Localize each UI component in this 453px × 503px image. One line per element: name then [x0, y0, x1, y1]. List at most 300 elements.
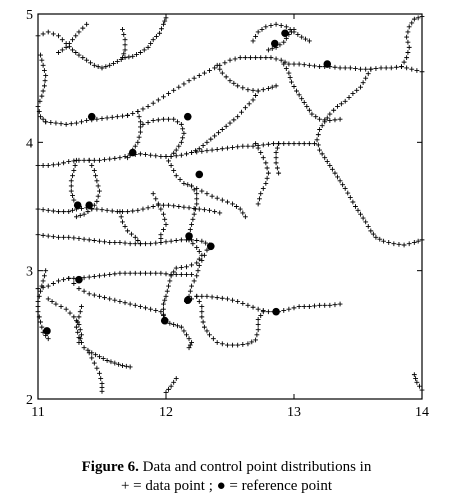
caption-title-line: [0, 458, 453, 477]
data-point-marker: [240, 211, 245, 216]
data-point-marker: [322, 303, 327, 308]
data-point-marker: [263, 160, 268, 165]
data-point-marker: [41, 63, 46, 68]
data-point-marker: [71, 168, 76, 173]
data-point-marker: [146, 205, 151, 210]
data-point-marker: [180, 135, 185, 140]
data-point-marker: [66, 235, 71, 240]
data-point-marker: [338, 178, 343, 183]
data-point-marker: [84, 22, 89, 27]
data-point-marker: [97, 273, 102, 278]
data-point-marker: [110, 115, 115, 120]
data-point-marker: [409, 21, 414, 26]
data-point-marker: [199, 314, 204, 319]
data-point-marker: [188, 289, 193, 294]
data-point-marker: [217, 211, 222, 216]
caption-legend-line: + = data point ; ● = reference point: [120, 478, 333, 494]
data-point-marker: [125, 228, 130, 233]
data-point-marker: [205, 294, 210, 299]
data-point-marker: [88, 60, 93, 65]
data-point-marker: [118, 155, 123, 160]
data-point-marker: [66, 159, 71, 164]
data-point-marker: [182, 205, 187, 210]
data-point-marker: [89, 356, 94, 361]
data-point-marker: [192, 76, 197, 81]
data-point-marker: [92, 293, 97, 298]
data-point-marker: [197, 249, 202, 254]
data-point-marker: [199, 309, 204, 314]
caption-title: Data and control point distributions in: [138, 459, 372, 475]
data-point-marker: [220, 198, 225, 203]
figure-caption: [0, 458, 453, 496]
data-point-marker: [175, 119, 180, 124]
data-point-marker: [197, 263, 202, 268]
reference-point-marker: [195, 171, 203, 179]
data-point-marker: [197, 73, 202, 78]
data-point-marker: [317, 127, 322, 132]
data-point-marker: [51, 209, 56, 214]
data-point-marker: [161, 227, 166, 232]
data-point-marker: [164, 239, 169, 244]
data-point-marker: [59, 121, 64, 126]
data-point-marker: [123, 241, 128, 246]
data-point-marker: [216, 130, 221, 135]
data-point-marker: [107, 240, 112, 245]
data-point-marker: [166, 203, 171, 208]
data-point-marker: [97, 239, 102, 244]
data-point-marker: [125, 209, 130, 214]
data-point-marker: [70, 193, 75, 198]
data-point-marker: [167, 279, 172, 284]
data-point-marker: [210, 148, 215, 153]
data-point-marker: [190, 217, 195, 222]
data-point-marker: [348, 66, 353, 71]
data-point-marker: [77, 286, 82, 291]
data-point-marker: [274, 155, 279, 160]
data-point-marker: [386, 240, 391, 245]
data-point-marker: [315, 137, 320, 142]
data-point-marker: [118, 240, 123, 245]
data-point-marker: [96, 184, 101, 189]
data-point-marker: [51, 281, 56, 286]
data-point-marker: [89, 163, 94, 168]
data-point-marker: [112, 156, 117, 161]
data-point-marker: [70, 37, 75, 42]
data-point-marker: [307, 108, 312, 113]
data-point-marker: [271, 141, 276, 146]
data-point-marker: [189, 222, 194, 227]
data-point-marker: [338, 66, 343, 71]
data-point-marker: [133, 144, 138, 149]
data-point-marker: [251, 144, 256, 149]
data-point-marker: [320, 123, 325, 128]
data-point-marker: [78, 309, 83, 314]
data-point-marker: [94, 178, 99, 183]
data-point-marker: [36, 104, 41, 109]
data-point-marker: [141, 107, 146, 112]
data-point-marker: [102, 157, 107, 162]
data-point-marker: [161, 94, 166, 99]
data-point-marker: [210, 194, 215, 199]
data-point-marker: [256, 30, 261, 35]
data-point-marker: [56, 50, 61, 55]
data-point-marker: [61, 277, 66, 282]
data-point-marker: [335, 104, 340, 109]
data-point-marker: [92, 238, 97, 243]
data-point-marker: [201, 143, 206, 148]
data-point-marker: [189, 272, 194, 277]
data-point-marker: [220, 127, 225, 132]
data-point-marker: [174, 173, 179, 178]
data-point-marker: [295, 32, 300, 37]
data-point-marker: [347, 95, 352, 100]
data-point-marker: [166, 387, 171, 392]
data-point-marker: [194, 202, 199, 207]
data-point-marker: [179, 153, 184, 158]
data-point-marker: [333, 65, 338, 70]
data-point-marker: [188, 227, 193, 232]
data-point-marker: [78, 327, 83, 332]
data-point-marker: [189, 262, 194, 267]
data-point-marker: [158, 154, 163, 159]
data-point-marker: [61, 209, 66, 214]
data-point-marker: [234, 204, 239, 209]
data-point-marker: [202, 207, 207, 212]
data-point-marker: [196, 268, 201, 273]
data-point-marker: [256, 307, 261, 312]
data-point-marker: [327, 112, 332, 117]
reference-point-marker: [271, 40, 279, 48]
data-point-marker: [156, 117, 161, 122]
data-point-marker: [179, 265, 184, 270]
data-point-marker: [158, 309, 163, 314]
data-point-marker: [148, 41, 153, 46]
y-tick-label: 3: [26, 264, 33, 280]
data-point-marker: [220, 296, 225, 301]
data-point-marker: [281, 308, 286, 313]
data-point-marker: [192, 279, 197, 284]
data-point-marker: [71, 314, 76, 319]
data-point-marker: [141, 207, 146, 212]
data-point-marker: [292, 84, 297, 89]
data-point-marker: [368, 228, 373, 233]
data-point-marker: [402, 60, 407, 65]
data-point-marker: [330, 167, 335, 172]
data-point-marker: [138, 271, 143, 276]
data-point-marker: [157, 31, 162, 36]
data-point-marker: [94, 207, 99, 212]
data-point-marker: [258, 313, 263, 318]
data-point-marker: [43, 268, 48, 273]
data-point-marker: [48, 120, 53, 125]
data-point-marker: [339, 101, 344, 106]
data-point-marker: [82, 237, 87, 242]
x-tick-label: 11: [31, 405, 45, 420]
data-point-marker: [41, 279, 46, 284]
data-point-marker: [176, 204, 181, 209]
data-point-marker: [407, 24, 412, 29]
data-point-marker: [79, 304, 84, 309]
data-point-marker: [123, 224, 128, 229]
data-point-marker: [56, 209, 61, 214]
data-point-marker: [187, 205, 192, 210]
data-point-marker: [289, 80, 294, 85]
data-point-marker: [92, 168, 97, 173]
data-point-marker: [146, 45, 151, 50]
data-point-marker: [246, 144, 251, 149]
data-point-marker: [123, 271, 128, 276]
data-point-marker: [384, 66, 389, 71]
data-point-marker: [125, 113, 130, 118]
data-point-marker: [312, 304, 317, 309]
reference-point-marker: [184, 296, 192, 304]
data-point-marker: [36, 286, 41, 291]
data-point-marker: [302, 141, 307, 146]
data-point-marker: [394, 65, 399, 70]
data-point-marker: [253, 34, 258, 39]
data-point-marker: [275, 146, 280, 151]
data-point-marker: [269, 23, 274, 28]
plot-border: [38, 14, 422, 399]
data-point-marker: [174, 376, 179, 381]
data-point-marker: [182, 329, 187, 334]
data-point-marker: [56, 235, 61, 240]
data-point-marker: [256, 89, 261, 94]
data-point-marker: [220, 146, 225, 151]
data-point-marker: [42, 68, 47, 73]
data-point-marker: [248, 55, 253, 60]
data-point-marker: [126, 55, 131, 60]
data-point-marker: [120, 220, 125, 225]
data-point-marker: [165, 289, 170, 294]
data-point-marker: [187, 336, 192, 341]
data-point-marker: [94, 366, 99, 371]
data-point-marker: [60, 37, 65, 42]
data-point-marker: [159, 26, 164, 31]
data-point-marker: [97, 371, 102, 376]
data-point-marker: [253, 55, 258, 60]
data-point-marker: [151, 37, 156, 42]
data-point-marker: [228, 78, 233, 83]
data-point-marker: [87, 237, 92, 242]
data-point-marker: [240, 85, 245, 90]
data-point-marker: [41, 163, 46, 168]
data-point-marker: [148, 271, 153, 276]
data-point-marker: [235, 114, 240, 119]
data-point-marker: [174, 153, 179, 158]
data-point-marker: [371, 232, 376, 237]
data-point-marker: [178, 177, 183, 182]
data-point-marker: [174, 272, 179, 277]
data-point-marker: [82, 158, 87, 163]
data-point-marker: [235, 83, 240, 88]
data-point-marker: [260, 27, 265, 32]
data-point-marker: [207, 68, 212, 73]
data-point-marker: [251, 39, 256, 44]
data-point-marker: [141, 122, 146, 127]
data-point-marker: [281, 141, 286, 146]
data-point-marker: [292, 62, 297, 67]
data-point-marker: [208, 137, 213, 142]
data-point-marker: [288, 75, 293, 80]
reference-point-marker: [129, 149, 137, 157]
reference-point-marker: [281, 29, 289, 37]
data-point-marker: [363, 76, 368, 81]
y-tick-label: 5: [26, 8, 33, 23]
x-tick-label: 12: [159, 405, 173, 420]
reference-point-marker: [74, 201, 82, 209]
data-point-marker: [138, 304, 143, 309]
data-point-marker: [64, 307, 69, 312]
data-point-marker: [363, 67, 368, 72]
data-point-marker: [199, 149, 204, 154]
data-point-marker: [406, 40, 411, 45]
data-point-marker: [41, 207, 46, 212]
data-point-marker: [118, 271, 123, 276]
data-point-marker: [317, 64, 322, 69]
reference-point-marker: [43, 327, 51, 335]
data-point-marker: [36, 299, 41, 304]
data-point-marker: [215, 295, 220, 300]
data-point-marker: [220, 71, 225, 76]
data-point-marker: [263, 24, 268, 29]
data-point-marker: [36, 232, 41, 237]
reference-point-marker: [185, 232, 193, 240]
data-point-marker: [404, 55, 409, 60]
data-point-marker: [240, 301, 245, 306]
data-point-marker: [251, 305, 256, 310]
data-point-marker: [41, 233, 46, 238]
data-point-marker: [350, 91, 355, 96]
data-point-marker: [94, 199, 99, 204]
data-point-marker: [71, 159, 76, 164]
data-point-marker: [274, 57, 279, 62]
data-point-marker: [325, 159, 330, 164]
data-point-marker: [222, 60, 227, 65]
data-point-marker: [100, 116, 105, 121]
data-point-marker: [46, 234, 51, 239]
data-point-marker: [148, 307, 153, 312]
data-point-marker: [286, 71, 291, 76]
data-point-marker: [358, 67, 363, 72]
data-point-marker: [299, 96, 304, 101]
data-point-marker: [123, 300, 128, 305]
data-point-marker: [366, 224, 371, 229]
data-point-marker: [320, 151, 325, 156]
data-point-marker: [46, 163, 51, 168]
data-point-marker: [128, 365, 133, 370]
data-point-marker: [333, 171, 338, 176]
data-point-marker: [82, 289, 87, 294]
data-point-marker: [340, 182, 345, 187]
data-point-marker: [317, 303, 322, 308]
data-point-marker: [161, 203, 166, 208]
data-point-marker: [118, 299, 123, 304]
data-point-marker: [70, 48, 75, 53]
data-point-marker: [46, 30, 51, 35]
data-point-marker: [129, 232, 134, 237]
data-point-marker: [179, 122, 184, 127]
data-point-marker: [202, 253, 207, 258]
data-point-marker: [60, 48, 65, 53]
data-point-marker: [92, 361, 97, 366]
data-point-marker: [189, 284, 194, 289]
reference-point-marker: [184, 113, 192, 121]
data-point-marker: [46, 336, 51, 341]
data-point-marker: [414, 68, 419, 73]
data-point-marker: [258, 191, 263, 196]
data-point-marker: [358, 212, 363, 217]
data-point-marker: [235, 299, 240, 304]
data-point-marker: [256, 317, 261, 322]
data-point-marker: [143, 152, 148, 157]
data-point-marker: [228, 121, 233, 126]
data-point-marker: [353, 204, 358, 209]
data-point-marker: [92, 158, 97, 163]
data-point-marker: [353, 66, 358, 71]
data-point-marker: [164, 390, 169, 395]
data-point-marker: [98, 376, 103, 381]
data-point-marker: [331, 108, 336, 113]
data-point-marker: [274, 150, 279, 155]
data-point-marker: [121, 32, 126, 37]
data-point-marker: [275, 166, 280, 171]
data-point-marker: [261, 186, 266, 191]
data-point-marker: [233, 57, 238, 62]
data-point-marker: [297, 141, 302, 146]
data-point-marker: [77, 236, 82, 241]
data-point-marker: [230, 343, 235, 348]
data-point-marker: [36, 309, 41, 314]
data-point-marker: [102, 295, 107, 300]
data-point-marker: [41, 117, 46, 122]
data-point-marker: [215, 63, 220, 68]
data-point-marker: [137, 135, 142, 140]
data-point-marker: [253, 93, 258, 98]
data-point-marker: [343, 66, 348, 71]
data-point-marker: [133, 241, 138, 246]
data-point-marker: [118, 209, 123, 214]
data-point-marker: [142, 48, 147, 53]
data-point-marker: [286, 307, 291, 312]
data-point-marker: [135, 109, 140, 114]
data-point-marker: [77, 30, 82, 35]
data-point-marker: [310, 112, 315, 117]
data-point-marker: [243, 214, 248, 219]
data-point-marker: [151, 101, 156, 106]
data-point-marker: [333, 117, 338, 122]
data-point-marker: [138, 130, 143, 135]
data-point-marker: [100, 207, 105, 212]
data-point-marker: [169, 384, 174, 389]
data-point-marker: [41, 89, 46, 94]
data-point-marker: [151, 118, 156, 123]
data-point-marker: [112, 271, 117, 276]
data-point-marker: [71, 236, 76, 241]
data-point-marker: [307, 141, 312, 146]
data-point-marker: [133, 303, 138, 308]
data-point-marker: [148, 241, 153, 246]
data-point-marker: [335, 175, 340, 180]
data-point-marker: [199, 294, 204, 299]
data-point-marker: [66, 276, 71, 281]
axis-ticks: [38, 14, 422, 399]
data-point-marker: [68, 311, 73, 316]
data-point-marker: [61, 160, 66, 165]
data-point-marker: [174, 148, 179, 153]
data-point-marker: [64, 45, 69, 50]
data-point-marker: [38, 114, 43, 119]
